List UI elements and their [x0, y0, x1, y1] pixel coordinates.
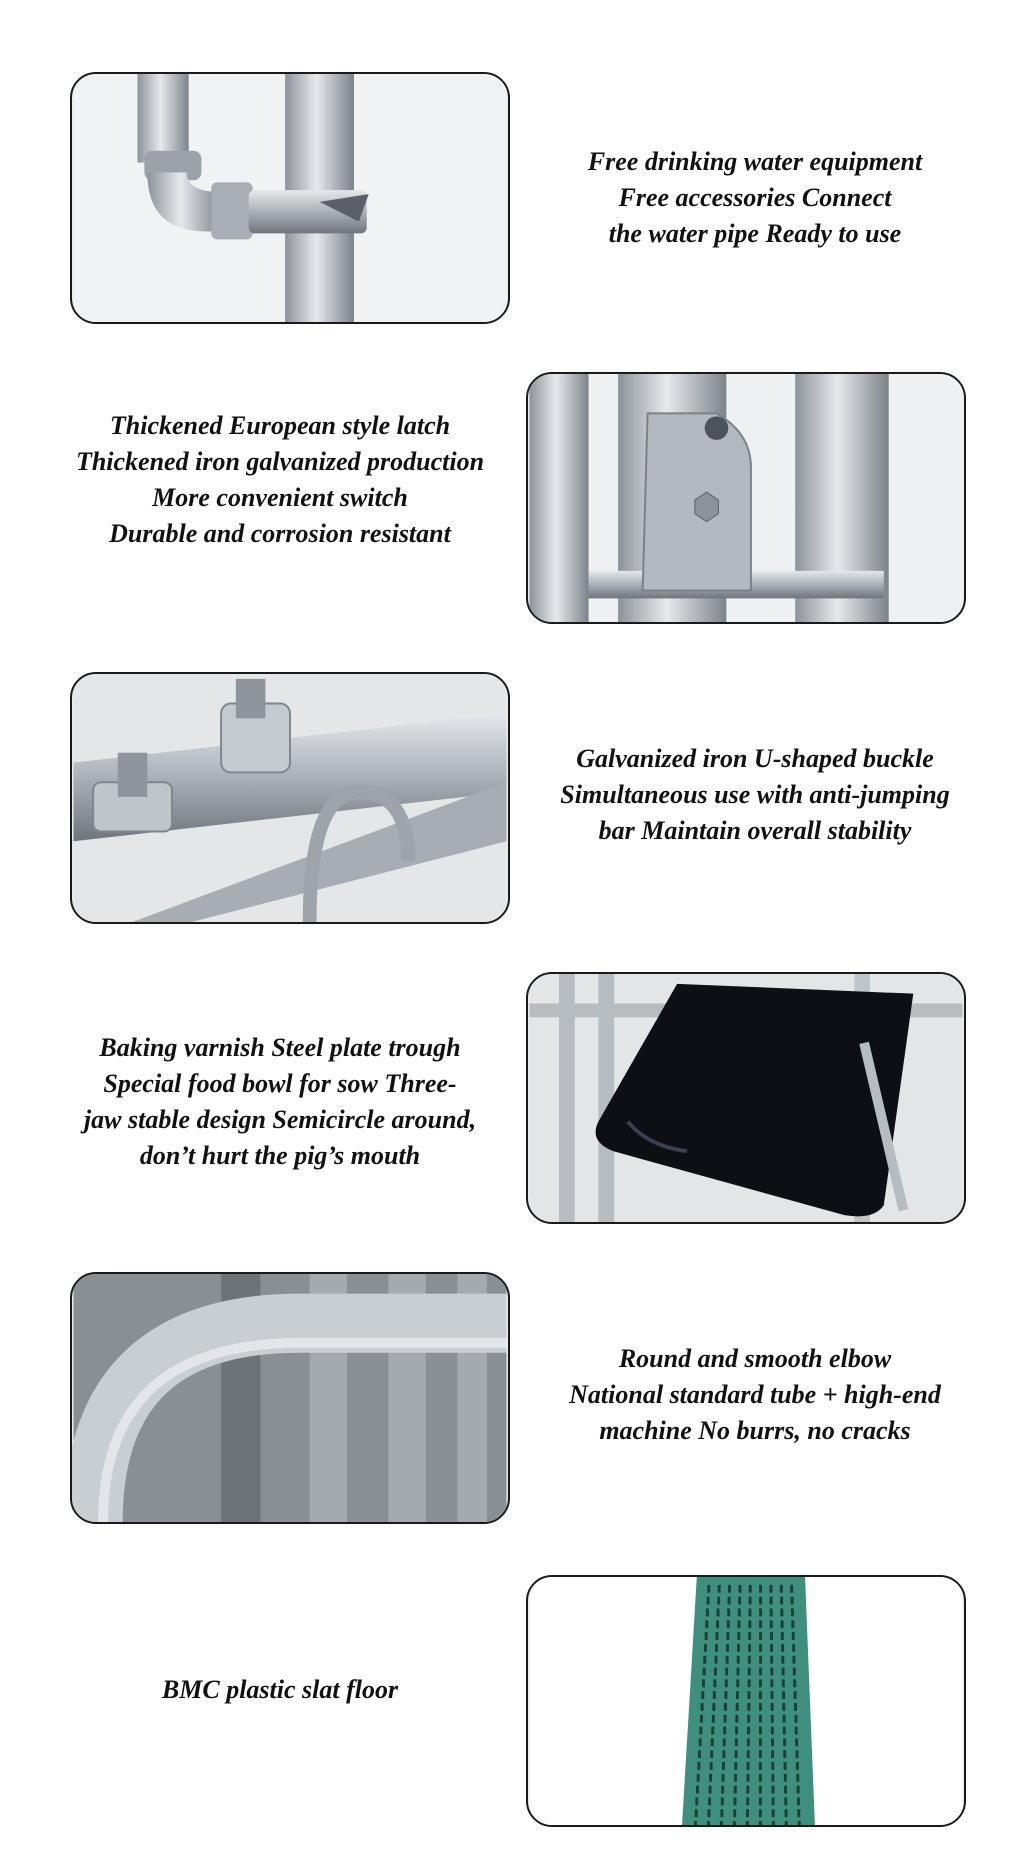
- caption-line: Special food bowl for sow Three-: [103, 1069, 457, 1098]
- caption-line: BMC plastic slat floor: [161, 1675, 399, 1704]
- caption-line: don’t hurt the pig’s mouth: [139, 1141, 421, 1170]
- caption-line: Baking varnish Steel plate trough: [99, 1033, 461, 1062]
- caption-line: Durable and corrosion resistant: [109, 519, 451, 548]
- caption-line: Free drinking water equipment: [587, 147, 923, 176]
- caption-line: the water pipe Ready to use: [608, 219, 902, 248]
- u-shaped-buckle-icon: [72, 674, 508, 922]
- caption-line: machine No burrs, no cracks: [599, 1416, 911, 1445]
- caption-line: More convenient switch: [152, 483, 408, 512]
- trough-photo: [526, 972, 966, 1224]
- pipe-elbow-icon: [72, 1274, 508, 1522]
- feature-caption-trough: [45, 1030, 515, 1174]
- caption-line: Round and smooth elbow: [618, 1344, 892, 1373]
- elbow-photo: [70, 1272, 510, 1524]
- plastic-slat-floor-icon: [528, 1577, 964, 1825]
- water-nipple-drinker-icon: [72, 74, 508, 322]
- latch-photo: [526, 372, 966, 624]
- caption-line: jaw stable design Semicircle around,: [83, 1105, 477, 1134]
- feature-caption-water: [520, 144, 990, 252]
- caption-line: bar Maintain overall stability: [598, 816, 912, 845]
- feature-caption-slat: [45, 1672, 515, 1708]
- caption-line: Galvanized iron U-shaped buckle: [576, 744, 934, 773]
- galvanized-latch-icon: [528, 374, 964, 622]
- caption-line: Thickened European style latch: [109, 411, 451, 440]
- caption-line: Free accessories Connect: [618, 183, 892, 212]
- feature-caption-elbow: [520, 1341, 990, 1449]
- feature-caption-buckle: [520, 741, 990, 849]
- water-drinker-photo: [70, 72, 510, 324]
- u-buckle-photo: [70, 672, 510, 924]
- caption-line: Simultaneous use with anti-jumping: [560, 780, 950, 809]
- caption-line: National standard tube + high-end: [569, 1380, 941, 1409]
- caption-line: Thickened iron galvanized production: [75, 447, 485, 476]
- steel-feed-trough-icon: [528, 974, 964, 1222]
- feature-caption-latch: [45, 408, 515, 552]
- slat-floor-photo: [526, 1575, 966, 1827]
